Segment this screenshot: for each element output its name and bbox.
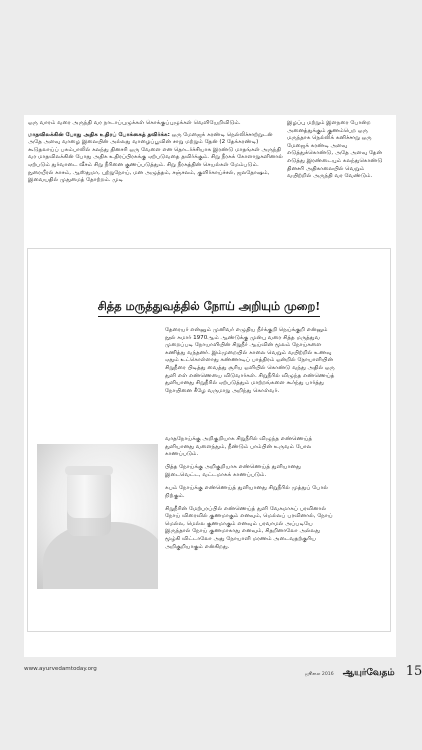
page-sheet (24, 115, 396, 657)
feature-section: பித்த நோய்க்கு அறிகுறியாக எண்ணெய்த் துளியானது இடைவெட்ட, வட்டமாகக் காணப்படும். (165, 464, 301, 478)
cup-cap-shape (65, 466, 113, 475)
feature-title-wrap (28, 295, 390, 317)
article-paragraph: ஒரு வாரம் வரை அருந்தி வர நாடாப்புழுக்கள் கொக்குப்புழுக்கள் வெளியேறிவிடும். (28, 120, 241, 126)
feature-sections (165, 436, 335, 557)
feature-section: வாதநோய்க்கு அறிகுறியாக சிறுநீரில் விழுந்த எண்ணெய்த் துளியானது வளைந்தும், நீண்டும் பாம்பின் உருவம் போல காணப்படும். (165, 436, 313, 458)
feature-title: சித்த மருத்துவத்தில் நோய் அறியும் முறை! (98, 299, 320, 317)
feature-box (27, 248, 391, 632)
page-number: 15 (405, 664, 422, 679)
feature-section: சிறுநீரின் மேற்பரப்பில் எண்ணெய்த் துளி வேகமாகப் பரவினால் நோய் விரைவில் குணமாகும் எனவும், மெல்லப் பரவினால், நோய் மெல்ல, மெல்ல குணமாகும் எனவும் பரவாமல் அப்படியே இருந்தால் நோய் குணமாகாது எனவும், சிதறினாலோ அல்லது மூழ்கி விட்டாலோ அது நோயாளி மரணம் அடைவதற்குரிய அறிகுறியாகும் என்கிறது. (165, 505, 333, 550)
cup-shape (67, 472, 111, 536)
feature-intro: தேரையர் என்னும் முனிவர் எழுதிய நீர்க்குறி நெய்க்குறி என்னும் நூல் சுமார் 1970ஆம் ஆண்டுக்கு முன்பு வரை சித்த மருத்துவ முறைப்படி நோயாளியின் சிறுநீர் ஆய்வின் மூலம் நோய்களை கணித்து வந்தனர். இம்முறையில் காலை வெறும் வயிற்றில் உணவு ஏதும் உட்கொள்ளாது கண்ணாடிப் பாத்திரம் ஒன்றில் நோயாளியின் சிறுநீரை பிடித்து வைத்து சூரிய ஒளியில் கொண்டு வந்து அதில் ஒரு துளி எள் எண்ணெயை விடுவார்கள். சிறுநீரில் விழுந்த எண்ணெய்த் துளியானது சிறுநீரில் ஏற்படுத்தும் மாற்றங்களை கூர்ந்து பார்த்து நோயினை கீழே வருமாறு அறிந்து கொள்வர். (165, 327, 335, 394)
article-paragraph: இழப்பு மற்றும் இளநரை போன்ற அனைத்துக்கும் குணம்பெற ஒரு மருந்தாக நெல்லிக் கனிச்சாறு ஒரு மேஜைக் கரண்டி அளவு எடுத்துக்கொண்டு, அதே அளவு தேன் எடுத்து இரண்டையும் கலந்துகொண்டு தினசரி அதிகாலையில் வெறும் வயிற்றில் அருந்தி வர வேண்டும். (287, 120, 383, 180)
article-left-column (28, 120, 283, 189)
issue-date: ஜூலை 2016 (305, 672, 334, 677)
paragraph-heading: மாதவிலக்கின் போது அதிக உதிரப் போக்கைத் தவிர்க்க: (28, 131, 170, 138)
article-paragraph (28, 132, 283, 185)
magazine-logo: ஆயுர்வேதம் (342, 668, 395, 678)
footer-url: www.ayurvedamtoday.org (24, 666, 97, 672)
feature-section: கபம் நோய்க்கு எண்ணெய்த் துளியானது சிறுநீரில் முத்துப் போல் நிற்கும். (165, 484, 329, 499)
sample-cup-photo (37, 444, 158, 589)
article-right-column (287, 120, 387, 185)
footer-right (305, 660, 422, 679)
paragraph-body: ஒரு மேஜைக் கரண்டி நெல்லிச்சாற்றுடன் அதே அளவு வாழை இலையின் அல்லது வாழைப்பூவின் சாறு மற்றும் தேன் (2 தேக்கரண்டி) கூடுதலாய்ப் பசும்பாலில் கலந்து தினசரி ஒரு வேளை என தொடர்ச்சியாக இரண்டு மாதங்கள் அருந்தி வர மாதவிலக்கின் போது அதிக உதிரப்பிரசுக்கு ஏற்படுவதை தவிர்க்கும். சிறு நீரகக் கோளாறுகளினால் ஏற்படும் துர்வாடை வீசம் சிறு நீரினை குணப்படுத்தும். சிறு நீரகத்தின் செயல்கள் மேம்படும். நுரையீரல் காசம், ஆஸ்துமா, புற்றுநோய், மன அழுத்தம், சஞ்சலம், குளிர்காய்ச்சல், ஜலதோஷம், இவையதில் முதுமைத் தோற்றம். முடி (28, 131, 283, 184)
